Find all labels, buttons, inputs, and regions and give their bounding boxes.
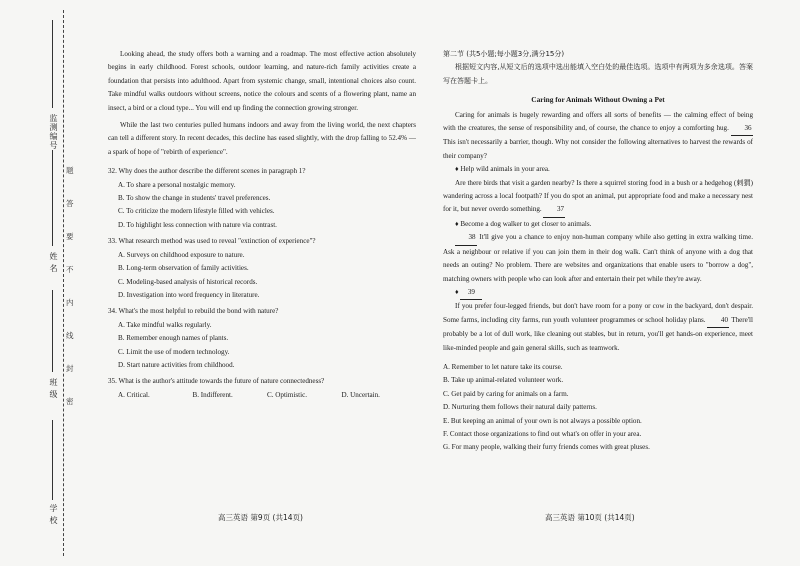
warning-char: 不 bbox=[66, 265, 74, 274]
option: B. Indifferent. bbox=[192, 390, 233, 399]
warning-char: 内 bbox=[66, 298, 74, 307]
option: C. To criticize the modern lifestyle filled with vehicles. bbox=[118, 207, 275, 216]
exam-no-label: 监测编号 bbox=[49, 114, 58, 150]
warning-char: 密 bbox=[66, 397, 74, 406]
warning-char: 答 bbox=[66, 199, 74, 208]
option: A. Critical. bbox=[118, 390, 150, 399]
choice-item: E. But keeping an animal of your own is not always a possible option. bbox=[443, 416, 642, 425]
choice-item: B. Take up animal-related volunteer work. bbox=[443, 376, 564, 385]
warning-char: 线 bbox=[66, 331, 74, 340]
class-label: 班 级 bbox=[49, 378, 58, 399]
option: A. Take mindful walks regularly. bbox=[118, 320, 212, 329]
options-row bbox=[108, 389, 416, 402]
passage-paragraph bbox=[443, 231, 753, 286]
option: B. To show the change in students' travel preferences. bbox=[118, 194, 271, 203]
passage-paragraph bbox=[443, 300, 753, 355]
question-33 bbox=[108, 235, 416, 302]
page-10-column bbox=[443, 48, 753, 455]
warning-char: 封 bbox=[66, 364, 74, 373]
subheading: ♦ Help wild animals in your area. bbox=[455, 165, 550, 174]
page-footer-10: 高三英语 第10页 (共14页) bbox=[545, 513, 635, 522]
blank-37: 37 bbox=[543, 203, 565, 217]
choice-item: D. Nurturing them follows their natural daily patterns. bbox=[443, 403, 597, 412]
page-9-column bbox=[108, 48, 416, 402]
subheading bbox=[443, 286, 753, 300]
question-35 bbox=[108, 375, 416, 402]
choice-item: F. Contact those organizations to find out what's on offer in your area. bbox=[443, 429, 642, 438]
school-label: 学 校 bbox=[49, 504, 58, 525]
text-segment: This isn't necessarily a barrier, though. Why not consider the following alternatives to harvest the rewards of their company? bbox=[443, 138, 753, 160]
question-stem: 34. What's the most helpful to rebuild the bond with nature? bbox=[108, 307, 279, 316]
passage-title: Caring for Animals Without Owning a Pet bbox=[531, 95, 665, 105]
question-stem: 33. What research method was used to reveal "extinction of experience"? bbox=[108, 237, 316, 246]
school-field bbox=[52, 420, 53, 500]
option: D. To highlight less connection with nature via contrast. bbox=[118, 220, 277, 229]
seal-line bbox=[63, 10, 64, 556]
passage-paragraph bbox=[443, 177, 753, 218]
option: C. Modeling-based analysis of historical records. bbox=[118, 277, 258, 286]
section-heading: 第二节 (共5小题;每小题3分,满分15分) bbox=[443, 50, 565, 58]
option: B. Remember enough names of plants. bbox=[118, 334, 229, 343]
option: B. Long-term observation of family activities. bbox=[118, 264, 249, 273]
passage-paragraph bbox=[443, 109, 753, 164]
option: C. Limit the use of modern technology. bbox=[118, 347, 230, 356]
option: D. Investigation into word frequency in literature. bbox=[118, 290, 260, 299]
choice-item: C. Get paid by caring for animals on a farm. bbox=[443, 389, 569, 398]
name-label: 姓 名 bbox=[49, 252, 58, 273]
option: C. Optimistic. bbox=[267, 390, 308, 399]
text-segment: There'll probably be a lot of dull work, like cleaning out stables, but in return, you'll get hands-on experience, meet like-minded people and gain general skills, such as teamwork. bbox=[443, 315, 753, 352]
choice-item: A. Remember to let nature take its course. bbox=[443, 362, 563, 371]
option: D. Start nature activities from childhood. bbox=[118, 360, 235, 369]
text-segment: If you prefer four-legged friends, but don't have room for a pony or cow in the backyard, don't despair. Some farms, including city farms, run youth volunteer programmes or school holiday plans. bbox=[443, 302, 753, 324]
choice-list bbox=[443, 361, 753, 455]
warning-char: 要 bbox=[66, 232, 74, 241]
text-segment: Are there birds that visit a garden nearby? Is there a squirrel storing food in a bush or a hedgehog (刺猬) wandering across a local footpath? If you do spot an animal, put appropriate food and make a necessary nest for it, but never overdo something. bbox=[443, 178, 753, 214]
option: A. Surveys on childhood exposure to nature. bbox=[118, 250, 245, 259]
question-34 bbox=[108, 305, 416, 372]
warning-char: 题 bbox=[66, 166, 74, 175]
page-footer-9: 高三英语 第9页 (共14页) bbox=[218, 513, 303, 522]
text-segment: Caring for animals is hugely rewarding and offers all sorts of benefits — the calming effect of being with the creatures, the sense of responsibility and, of course, the chance to enjoy a comforting hug. bbox=[443, 110, 753, 133]
question-stem: 35. What is the author's attitude towards the future of nature connectedness? bbox=[108, 377, 325, 386]
binding-margin bbox=[0, 0, 82, 566]
exam-no-field bbox=[52, 20, 53, 108]
name-field bbox=[52, 150, 53, 246]
blank-38: 38 bbox=[455, 231, 477, 245]
class-field bbox=[52, 290, 53, 372]
text-segment: It'll give you a chance to enjoy non-human company while also getting in extra walking time. Ask a neighbour or relative if you can join them in their dog walk. Can't think of anyone with a dog that needs an outing? No problem. There are websites and organizations that enable users to "borrow a dog", matching owners with people who can look after and entertain their pet while they're away. bbox=[443, 233, 753, 283]
option: D. Uncertain. bbox=[341, 390, 380, 399]
question-32 bbox=[108, 165, 416, 232]
question-stem: 32. Why does the author describe the different scenes in paragraph 1? bbox=[108, 167, 306, 176]
blank-40: 40 bbox=[707, 314, 729, 328]
section-instructions: 根据短文内容,从短文后的选项中选出能填入空白处的最佳选项。选项中有两项为多余选项。答案写在答题卡上。 bbox=[443, 63, 753, 85]
blank-39: 39 bbox=[460, 286, 482, 300]
blank-36: 36 bbox=[731, 122, 753, 136]
subheading: ♦ Become a dog walker to get closer to animals. bbox=[455, 219, 592, 228]
passage-paragraph: While the last two centuries pulled humans indoors and away from the living world, the next chapters can tell a different story. In recent decades, this decline has eased slightly, with the drop falling to 52.4% — a spark of hope of "rebirth of experience". bbox=[108, 121, 416, 156]
bullet-marker: ♦ bbox=[455, 287, 459, 296]
passage-paragraph: Looking ahead, the study offers both a warning and a roadmap. The most effective action absolutely begins in early childhood. Forest schools, outdoor learning, and nature-rich family activities create a foundation that persists into adulthood. Apart from systemic change, small, intentional choices also count. Take mindful walks outdoors without screens, notice the colours and scents of a flowering plant, name an insect, a bird or a cloud type... You will end up finding the connection growing stronger. bbox=[108, 50, 416, 112]
choice-item: G. For many people, walking their furry friends comes with great pluses. bbox=[443, 443, 650, 452]
option: A. To share a personal nostalgic memory. bbox=[118, 180, 236, 189]
